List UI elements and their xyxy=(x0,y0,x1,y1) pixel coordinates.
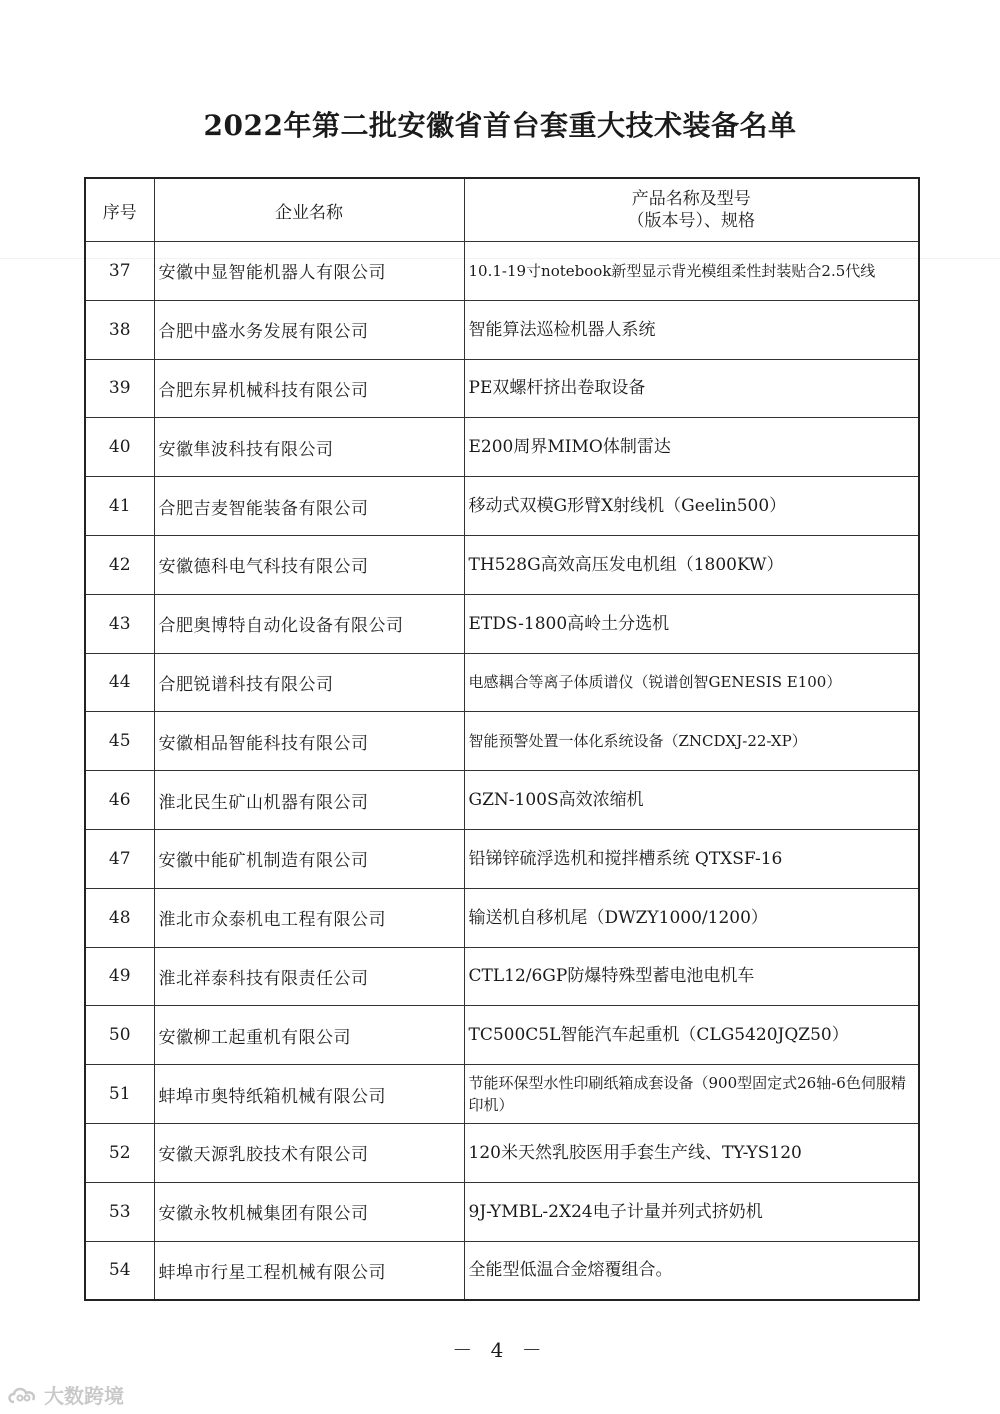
product-name: 电感耦合等离子体质谱仪（锐谱创智GENESIS E100） xyxy=(464,653,919,712)
header-company: 企业名称 xyxy=(154,178,464,242)
table-row xyxy=(85,653,919,712)
table-row xyxy=(85,535,919,594)
table-row xyxy=(85,242,919,301)
row-number: 53 xyxy=(85,1182,154,1241)
table-row xyxy=(85,477,919,536)
company-name: 安徽天源乳胶技术有限公司 xyxy=(154,1123,464,1182)
row-number: 48 xyxy=(85,888,154,947)
row-number: 49 xyxy=(85,947,154,1006)
row-number: 50 xyxy=(85,1006,154,1065)
company-name: 淮北市众泰机电工程有限公司 xyxy=(154,888,464,947)
company-name: 安徽中显智能机器人有限公司 xyxy=(154,242,464,301)
product-name: TH528G高效高压发电机组（1800KW） xyxy=(464,535,919,594)
cloud-logo-icon xyxy=(6,1384,40,1406)
company-name: 安徽柳工起重机有限公司 xyxy=(154,1006,464,1065)
equipment-list-table xyxy=(84,177,920,1301)
product-name: 智能预警处置一体化系统设备（ZNCDXJ-22-XP） xyxy=(464,712,919,771)
table-row xyxy=(85,1006,919,1065)
row-number: 46 xyxy=(85,771,154,830)
table-row xyxy=(85,888,919,947)
row-number: 51 xyxy=(85,1065,154,1124)
table-row xyxy=(85,712,919,771)
product-name: CTL12/6GP防爆特殊型蓄电池电机车 xyxy=(464,947,919,1006)
page-number: － 4 － xyxy=(452,1338,548,1362)
product-name: ETDS-1800高岭土分选机 xyxy=(464,594,919,653)
product-name: E200周界MIMO体制雷达 xyxy=(464,418,919,477)
product-name: 输送机自移机尾（DWZY1000/1200） xyxy=(464,888,919,947)
page-title: 2022年第二批安徽省首台套重大技术装备名单 xyxy=(203,109,797,142)
row-number: 47 xyxy=(85,829,154,888)
table-row xyxy=(85,947,919,1006)
product-name: PE双螺杆挤出卷取设备 xyxy=(464,359,919,418)
company-name: 合肥锐谱科技有限公司 xyxy=(154,653,464,712)
table-row xyxy=(85,1065,919,1124)
company-name: 合肥东昇机械科技有限公司 xyxy=(154,359,464,418)
table-row xyxy=(85,829,919,888)
row-number: 42 xyxy=(85,535,154,594)
table-row xyxy=(85,594,919,653)
row-number: 54 xyxy=(85,1241,154,1300)
table-row xyxy=(85,1241,919,1300)
header-product xyxy=(464,178,919,242)
row-number: 44 xyxy=(85,653,154,712)
table-header-row xyxy=(85,178,919,242)
product-name: GZN-100S高效浓缩机 xyxy=(464,771,919,830)
row-number: 38 xyxy=(85,300,154,359)
watermark xyxy=(6,1380,124,1409)
product-name: 9J-YMBL-2X24电子计量并列式挤奶机 xyxy=(464,1182,919,1241)
row-number: 40 xyxy=(85,418,154,477)
table-row xyxy=(85,1182,919,1241)
row-number: 52 xyxy=(85,1123,154,1182)
company-name: 安徽相品智能科技有限公司 xyxy=(154,712,464,771)
company-name: 蚌埠市行星工程机械有限公司 xyxy=(154,1241,464,1300)
company-name: 安徽隼波科技有限公司 xyxy=(154,418,464,477)
table-row xyxy=(85,418,919,477)
product-name: 10.1-19寸notebook新型显示背光模组柔性封装贴合2.5代线 xyxy=(464,242,919,301)
product-name: 铅锑锌硫浮选机和搅拌槽系统 QTXSF-16 xyxy=(464,829,919,888)
product-name: 智能算法巡检机器人系统 xyxy=(464,300,919,359)
company-name: 蚌埠市奥特纸箱机械有限公司 xyxy=(154,1065,464,1124)
table-row xyxy=(85,359,919,418)
header-index: 序号 xyxy=(85,178,154,242)
row-number: 43 xyxy=(85,594,154,653)
table-row xyxy=(85,300,919,359)
row-number: 41 xyxy=(85,477,154,536)
row-number: 39 xyxy=(85,359,154,418)
row-number: 45 xyxy=(85,712,154,771)
header-product-line1: 产品名称及型号 xyxy=(631,189,751,209)
table-row xyxy=(85,771,919,830)
table-row xyxy=(85,1123,919,1182)
row-number: 37 xyxy=(85,242,154,301)
watermark-text: 大数跨境 xyxy=(44,1384,124,1408)
company-name: 合肥奥博特自动化设备有限公司 xyxy=(154,594,464,653)
company-name: 淮北民生矿山机器有限公司 xyxy=(154,771,464,830)
product-name: TC500C5L智能汽车起重机（CLG5420JQZ50） xyxy=(464,1006,919,1065)
company-name: 淮北祥泰科技有限责任公司 xyxy=(154,947,464,1006)
company-name: 安徽德科电气科技有限公司 xyxy=(154,535,464,594)
company-name: 安徽永牧机械集团有限公司 xyxy=(154,1182,464,1241)
header-product-line2: （版本号）、规格 xyxy=(627,211,755,231)
product-name: 移动式双模G形臂X射线机（Geelin500） xyxy=(464,477,919,536)
product-name: 全能型低温合金熔覆组合。 xyxy=(464,1241,919,1300)
product-name: 120米天然乳胶医用手套生产线、TY-YS120 xyxy=(464,1123,919,1182)
company-name: 合肥中盛水务发展有限公司 xyxy=(154,300,464,359)
product-name: 节能环保型水性印刷纸箱成套设备（900型固定式26轴-6色伺服精印机） xyxy=(464,1065,919,1124)
company-name: 安徽中能矿机制造有限公司 xyxy=(154,829,464,888)
company-name: 合肥吉麦智能装备有限公司 xyxy=(154,477,464,536)
